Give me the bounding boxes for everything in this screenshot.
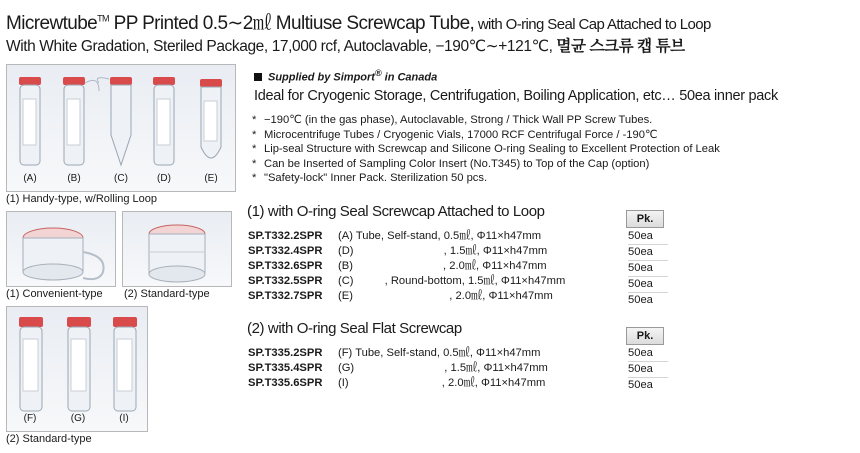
table-row <box>248 289 565 304</box>
tubes-photo-standard <box>6 306 148 432</box>
registered-mark: ® <box>374 68 382 78</box>
table-row <box>248 259 565 274</box>
product-desc: (B) , 2.0㎖, Φ11×h47mm <box>338 260 547 272</box>
tube-label: (A) <box>23 173 37 184</box>
caption-convenient-type: (1) Convenient-type <box>6 288 103 300</box>
pk-header: Pk. <box>626 327 664 345</box>
tube-f <box>19 317 43 411</box>
table-row <box>248 244 565 259</box>
section2-table <box>248 346 548 391</box>
tubes-photo-handy <box>6 64 236 192</box>
feature-item: * Microcentrifuge Tubes / Cryogenic Vials, 17000 RCF Centrifugal Force / -190℃ <box>250 128 720 143</box>
tube-label: (G) <box>70 413 86 424</box>
tube-label: (C) <box>114 173 128 184</box>
caption-standard-type: (2) Standard-type <box>124 288 210 300</box>
subtitle-korean: 멸균 스크류 캡 튜브 <box>552 38 685 55</box>
pk-value: 50ea <box>628 379 653 391</box>
cap-illustration-standard <box>123 212 231 286</box>
table-row <box>248 274 565 289</box>
product-desc: (D) , 1.5㎖, Φ11×h47mm <box>338 245 548 257</box>
section2-title: (2) with O-ring Seal Flat Screwcap <box>247 320 462 337</box>
tube-c <box>97 77 132 165</box>
ideal-for-heading: Ideal for Cryogenic Storage, Centrifugation, Boiling Application, etc… 50ea inner pack <box>254 88 778 104</box>
table-row <box>248 346 548 361</box>
feature-list <box>250 113 720 186</box>
page-title <box>6 8 711 35</box>
page-subtitle <box>6 34 685 56</box>
cap-photo-standard <box>122 211 232 287</box>
pk-value: 50ea <box>628 362 668 378</box>
caption-standard-type-2: (2) Standard-type <box>6 433 92 445</box>
product-code: SP.T332.7SPR <box>248 290 323 302</box>
title-rest: PP Printed 0.5∼2㎖ Multiuse Screwcap Tube, <box>108 13 475 34</box>
tube-label: (D) <box>157 173 171 184</box>
feature-item: * −190℃ (in the gas phase), Autoclavable, Strong / Thick Wall PP Screw Tubes. <box>250 113 720 128</box>
section2-pk-column <box>628 346 668 393</box>
supplier-note <box>254 68 437 84</box>
product-code: SP.T332.6SPR <box>248 260 323 272</box>
cap-illustration <box>7 212 115 286</box>
tube-a <box>19 77 41 165</box>
pk-value: 50ea <box>628 277 668 293</box>
product-code: SP.T335.4SPR <box>248 362 323 374</box>
product-desc: (F) Tube, Self-stand, 0.5㎖, Φ11×h47mm <box>338 347 541 359</box>
pk-value: 50ea <box>628 261 668 277</box>
tube-b <box>63 77 99 165</box>
caption-handy-type: (1) Handy-type, w/Rolling Loop <box>6 193 158 205</box>
feature-item: * "Safety-lock" Inner Pack. Sterilization 50 pcs. <box>250 171 720 186</box>
subtitle-text: With White Gradation, Steriled Package, 17,000 rcf, Autoclavable, −190℃∼+121℃, <box>6 38 553 55</box>
cap-photo-convenient <box>6 211 116 287</box>
product-code: SP.T332.5SPR <box>248 275 323 287</box>
product-code: SP.T332.4SPR <box>248 245 323 257</box>
product-code: SP.T332.2SPR <box>248 230 323 242</box>
square-bullet-icon <box>254 73 262 81</box>
table-row <box>248 361 548 376</box>
pk-value: 50ea <box>628 245 668 261</box>
feature-item: * Can be Inserted of Sampling Color Insert (No.T345) to Top of the Cap (option) <box>250 157 720 172</box>
tube-e <box>200 79 222 158</box>
tube-label: (B) <box>67 173 81 184</box>
tube-d <box>153 77 175 165</box>
product-code: SP.T335.2SPR <box>248 347 323 359</box>
product-code: SP.T335.6SPR <box>248 377 323 389</box>
product-desc: (I) , 2.0㎖, Φ11×h47mm <box>338 377 546 389</box>
title-small: with O-ring Seal Cap Attached to Loop <box>474 16 711 33</box>
product-desc: (G) , 1.5㎖, Φ11×h47mm <box>338 362 548 374</box>
supplier-text: Supplied by Simport <box>268 71 375 84</box>
feature-item: * Lip-seal Structure with Screwcap and Silicone O-ring Sealing to Excellent Protection of Leak <box>250 142 720 157</box>
section1-pk-column <box>628 229 668 308</box>
pk-value: 50ea <box>628 294 653 306</box>
trademark: TM <box>97 13 109 24</box>
section1-table <box>248 229 565 304</box>
product-desc: (A) Tube, Self-stand, 0.5㎖, Φ11×h47mm <box>338 230 542 242</box>
tube-label: (I) <box>119 413 129 424</box>
tube-i <box>113 317 137 411</box>
product-desc: (E) , 2.0㎖, Φ11×h47mm <box>338 290 553 302</box>
table-row <box>248 229 565 244</box>
tube-label: (F) <box>23 413 37 424</box>
tube-g <box>67 317 91 411</box>
pk-value: 50ea <box>628 229 668 245</box>
product-desc: (C) , Round-bottom, 1.5㎖, Φ11×h47mm <box>338 275 566 287</box>
section1-title: (1) with O-ring Seal Screwcap Attached to Loop <box>247 203 545 220</box>
table-row <box>248 376 548 391</box>
pk-value: 50ea <box>628 346 668 362</box>
tube-label: (E) <box>204 173 218 184</box>
title-main: Micrewtube <box>6 13 98 34</box>
pk-header: Pk. <box>626 210 664 228</box>
supplier-tail: in Canada <box>381 71 438 84</box>
